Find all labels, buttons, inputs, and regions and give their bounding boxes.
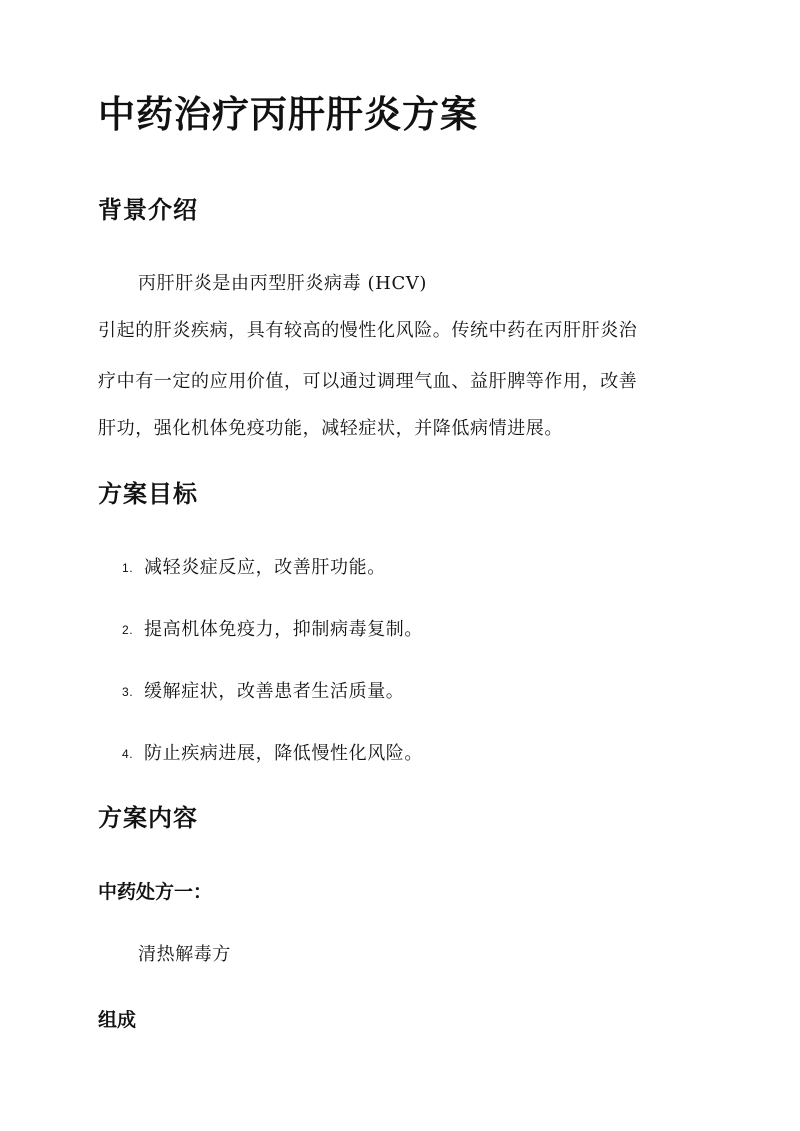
- list-number: 3.: [122, 684, 134, 699]
- composition-heading: 组成: [98, 1009, 137, 1031]
- paragraph-line: 疗中有一定的应用价值，可以通过调理气血、益肝脾等作用，改善: [98, 371, 638, 392]
- list-item-text: 缓解症状，改善患者生活质量。: [144, 681, 405, 702]
- section-heading-goals: 方案目标: [98, 479, 198, 508]
- list-item: [122, 619, 423, 641]
- list-item-text: 防止疾病进展，降低慢性化风险。: [144, 743, 423, 764]
- list-item: [122, 557, 386, 579]
- prescription-heading: 中药处方一：: [98, 881, 213, 903]
- list-item-text: 提高机体免疫力，抑制病毒复制。: [144, 619, 423, 640]
- page-title: 中药治疗丙肝肝炎方案: [98, 92, 478, 136]
- list-item-text: 减轻炎症反应，改善肝功能。: [144, 557, 386, 578]
- list-number: 4.: [122, 746, 134, 761]
- section-heading-content: 方案内容: [98, 803, 198, 832]
- section-heading-background: 背景介绍: [98, 195, 198, 224]
- prescription-name: 清热解毒方: [138, 944, 231, 965]
- list-item: [122, 681, 404, 703]
- list-number: 2.: [122, 622, 134, 637]
- paragraph-line: 肝功，强化机体免疫功能，减轻症状，并降低病情进展。: [98, 418, 563, 439]
- paragraph-line: 丙肝肝炎是由丙型肝炎病毒 (HCV): [138, 273, 428, 294]
- paragraph-line: 引起的肝炎疾病，具有较高的慢性化风险。传统中药在丙肝肝炎治: [98, 320, 638, 341]
- list-item: [122, 743, 423, 765]
- list-number: 1.: [122, 560, 134, 575]
